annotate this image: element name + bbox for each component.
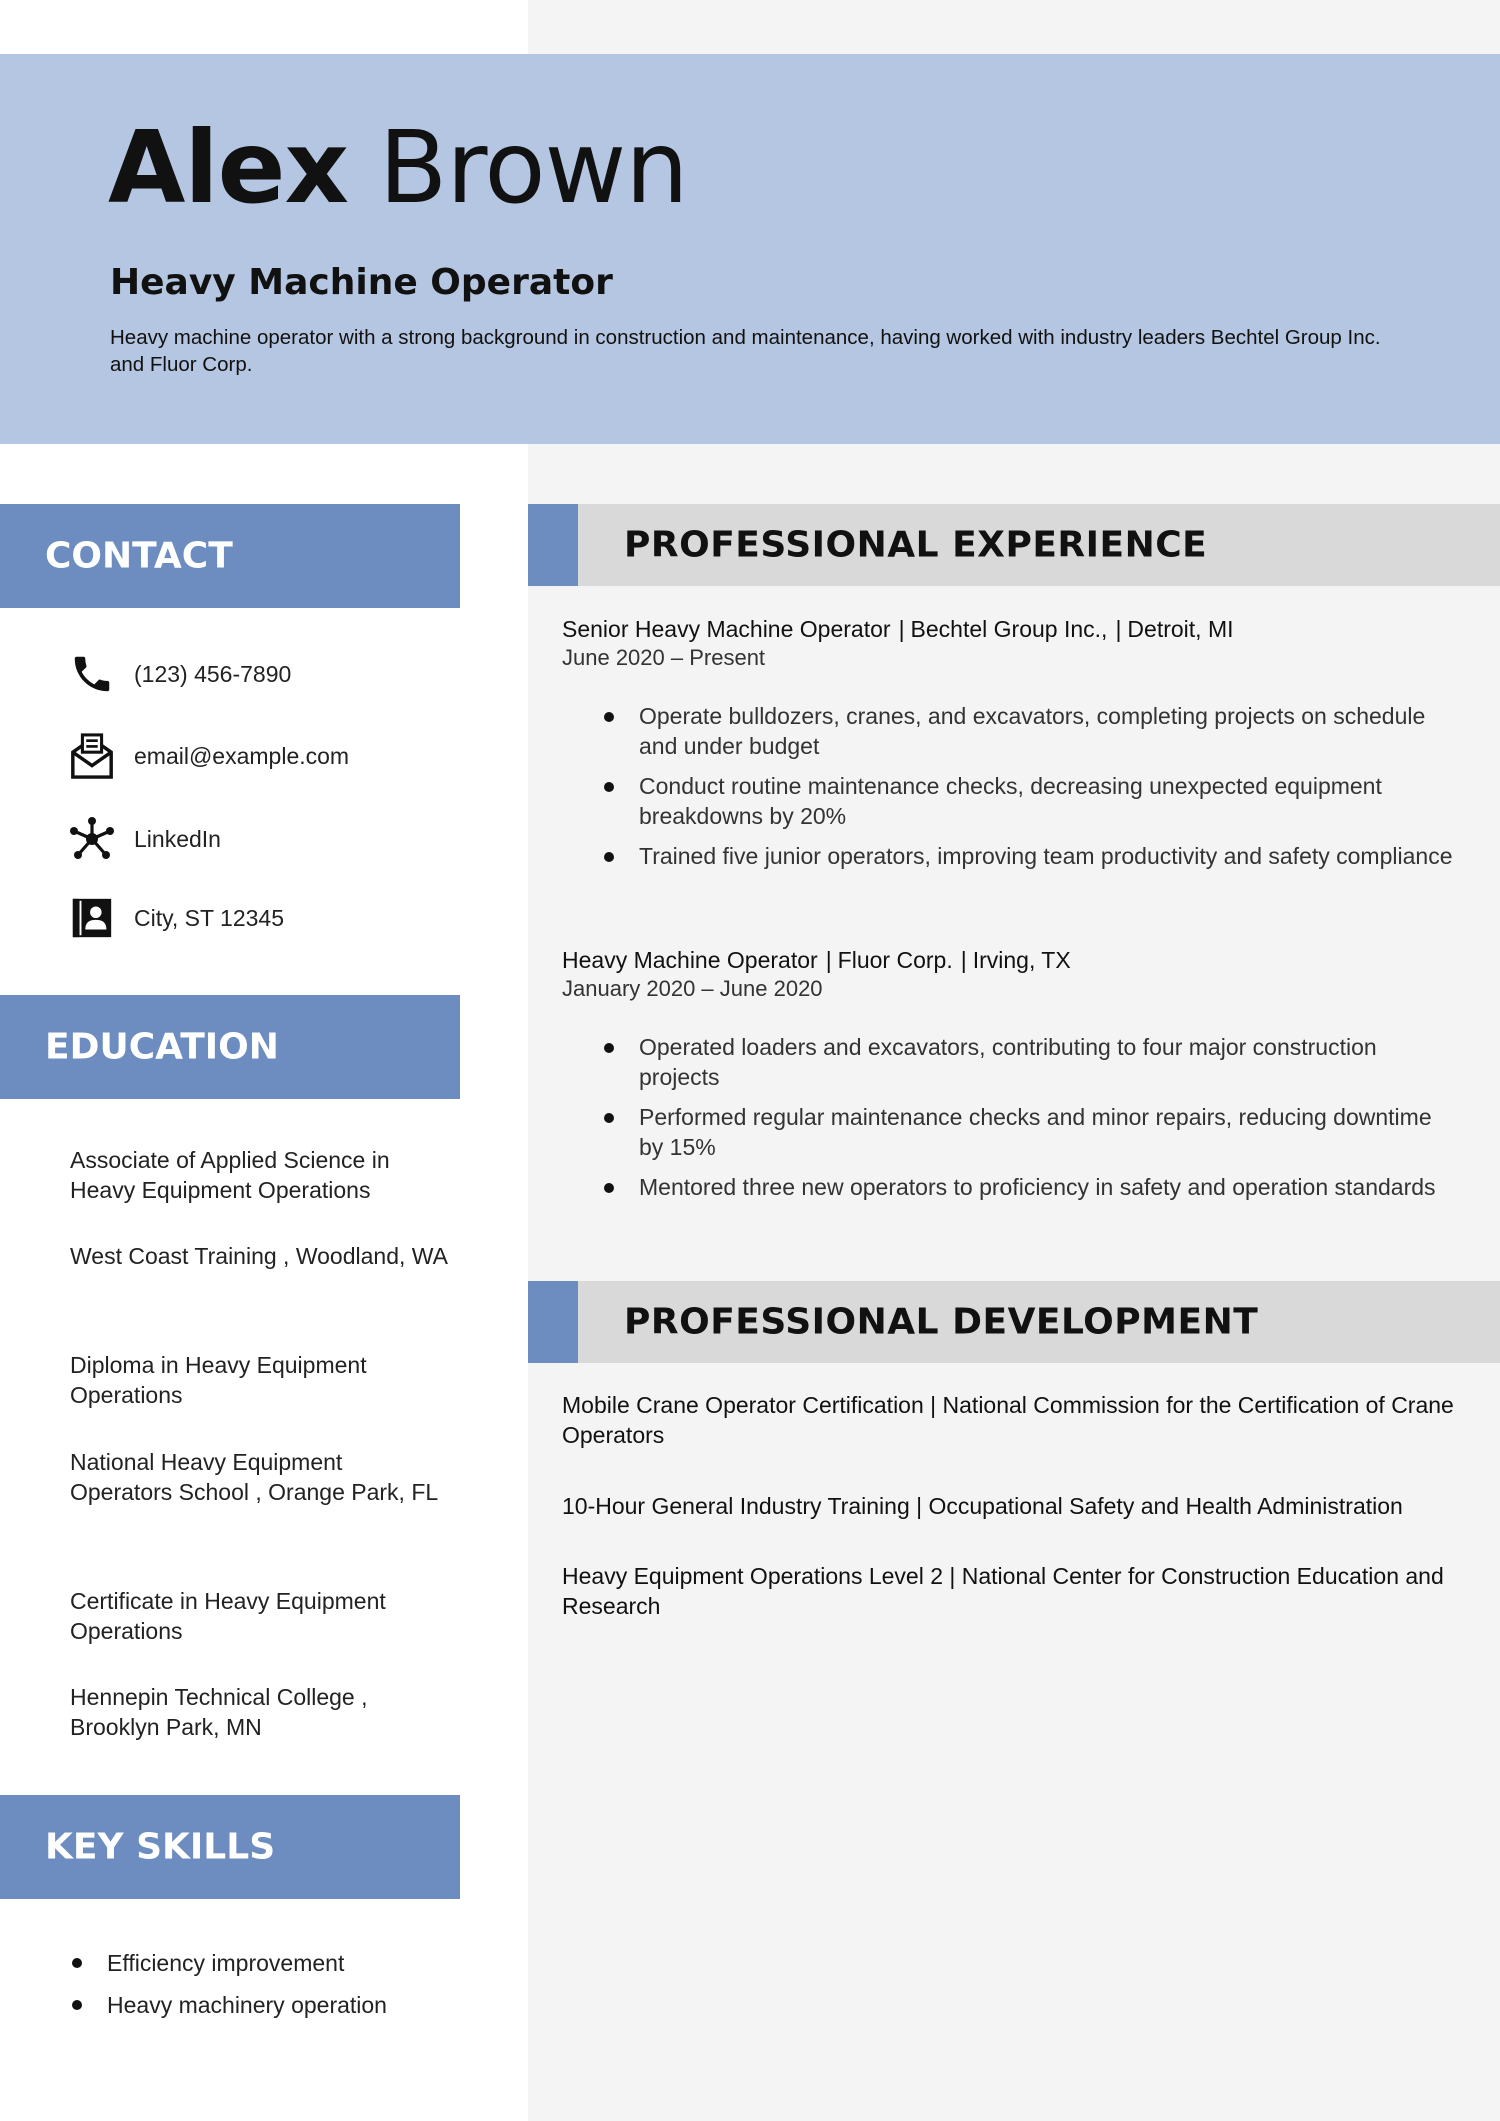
development-heading-bar: [528, 1281, 1500, 1363]
job-bullets: [600, 701, 1460, 881]
job-bullet: Mentored three new operators to proficiency in safety and operation standards: [600, 1172, 1460, 1202]
education-school: Hennepin Technical College , Brooklyn Park, MN: [70, 1684, 368, 1740]
phone-icon: [68, 650, 116, 698]
skills-heading: KEY SKILLS: [45, 1826, 276, 1868]
skill-item: Heavy machinery operation: [70, 1984, 387, 2026]
education-degree: Diploma in Heavy Equipment Operations: [70, 1352, 367, 1408]
job-header: Senior Heavy Machine Operator | Bechtel Group Inc., | Detroit, MI: [562, 616, 1234, 642]
contact-linkedin[interactable]: [68, 815, 221, 863]
education-school: West Coast Training , Woodland, WA: [70, 1243, 448, 1269]
contact-location: [68, 894, 284, 942]
last-name: Brown: [378, 109, 688, 226]
network-icon: [68, 815, 116, 863]
job-bullet: Conduct routine maintenance checks, decreasing unexpected equipment breakdowns by 20%: [600, 771, 1460, 831]
education-degree: Associate of Applied Science in Heavy Equipment Operations: [70, 1147, 390, 1203]
phone-number: (123) 456-7890: [134, 660, 292, 687]
experience-heading-bar: [528, 504, 1500, 586]
certification-item: 10-Hour General Industry Training | Occupational Safety and Health Administration: [562, 1493, 1403, 1519]
job-location: Irving, TX: [972, 947, 1071, 973]
email-icon: [68, 732, 116, 780]
skills-heading-bar: [0, 1795, 460, 1899]
certification-item: Heavy Equipment Operations Level 2 | National Center for Construction Education and Research: [562, 1563, 1444, 1619]
job-dates: January 2020 – June 2020: [562, 976, 823, 1001]
job-role: Senior Heavy Machine Operator: [562, 616, 891, 642]
job-company: Fluor Corp.: [837, 947, 953, 973]
job-bullets: [600, 1032, 1460, 1212]
contact-heading-bar: [0, 504, 460, 608]
candidate-name: [108, 109, 688, 226]
education-degree: Certificate in Heavy Equipment Operations: [70, 1588, 386, 1644]
contact-phone[interactable]: [68, 650, 291, 698]
job-company: Bechtel Group Inc.,: [910, 616, 1108, 642]
experience-heading: PROFESSIONAL EXPERIENCE: [624, 524, 1208, 566]
job-dates: June 2020 – Present: [562, 645, 766, 670]
job-header: Heavy Machine Operator | Fluor Corp. | Irving, TX: [562, 947, 1071, 973]
education-heading: EDUCATION: [45, 1026, 279, 1068]
job-title: Heavy Machine Operator: [110, 262, 613, 303]
location: City, ST 12345: [134, 904, 285, 931]
first-name: Alex: [108, 109, 348, 226]
skill-item: Efficiency improvement: [70, 1942, 387, 1984]
education-heading-bar: [0, 995, 460, 1099]
education-school: National Heavy Equipment Operators School , Orange Park, FL: [70, 1449, 439, 1505]
linkedin-link[interactable]: LinkedIn: [134, 825, 221, 852]
address-card-icon: [68, 894, 116, 942]
job-role: Heavy Machine Operator: [562, 947, 818, 973]
email-address: email@example.com: [134, 742, 350, 769]
contact-heading: CONTACT: [45, 535, 233, 577]
job-bullet: Operate bulldozers, cranes, and excavators, completing projects on schedule and under budget: [600, 701, 1460, 761]
job-location: Detroit, MI: [1127, 616, 1234, 642]
professional-summary: Heavy machine operator with a strong background in construction and maintenance, having worked with industry leaders Bechtel Group Inc. and Fluor Corp.: [110, 326, 1381, 376]
skills-list: [70, 1942, 387, 2026]
development-heading: PROFESSIONAL DEVELOPMENT: [624, 1301, 1259, 1343]
job-bullet: Performed regular maintenance checks and minor repairs, reducing downtime by 15%: [600, 1102, 1460, 1162]
heading-accent: [528, 1281, 578, 1363]
job-bullet: Operated loaders and excavators, contributing to four major construction projects: [600, 1032, 1460, 1092]
job-bullet: Trained five junior operators, improving team productivity and safety compliance: [600, 841, 1460, 871]
certification-item: Mobile Crane Operator Certification | National Commission for the Certification of Crane Operators: [562, 1392, 1454, 1448]
contact-email[interactable]: [68, 732, 349, 780]
heading-accent: [528, 504, 578, 586]
